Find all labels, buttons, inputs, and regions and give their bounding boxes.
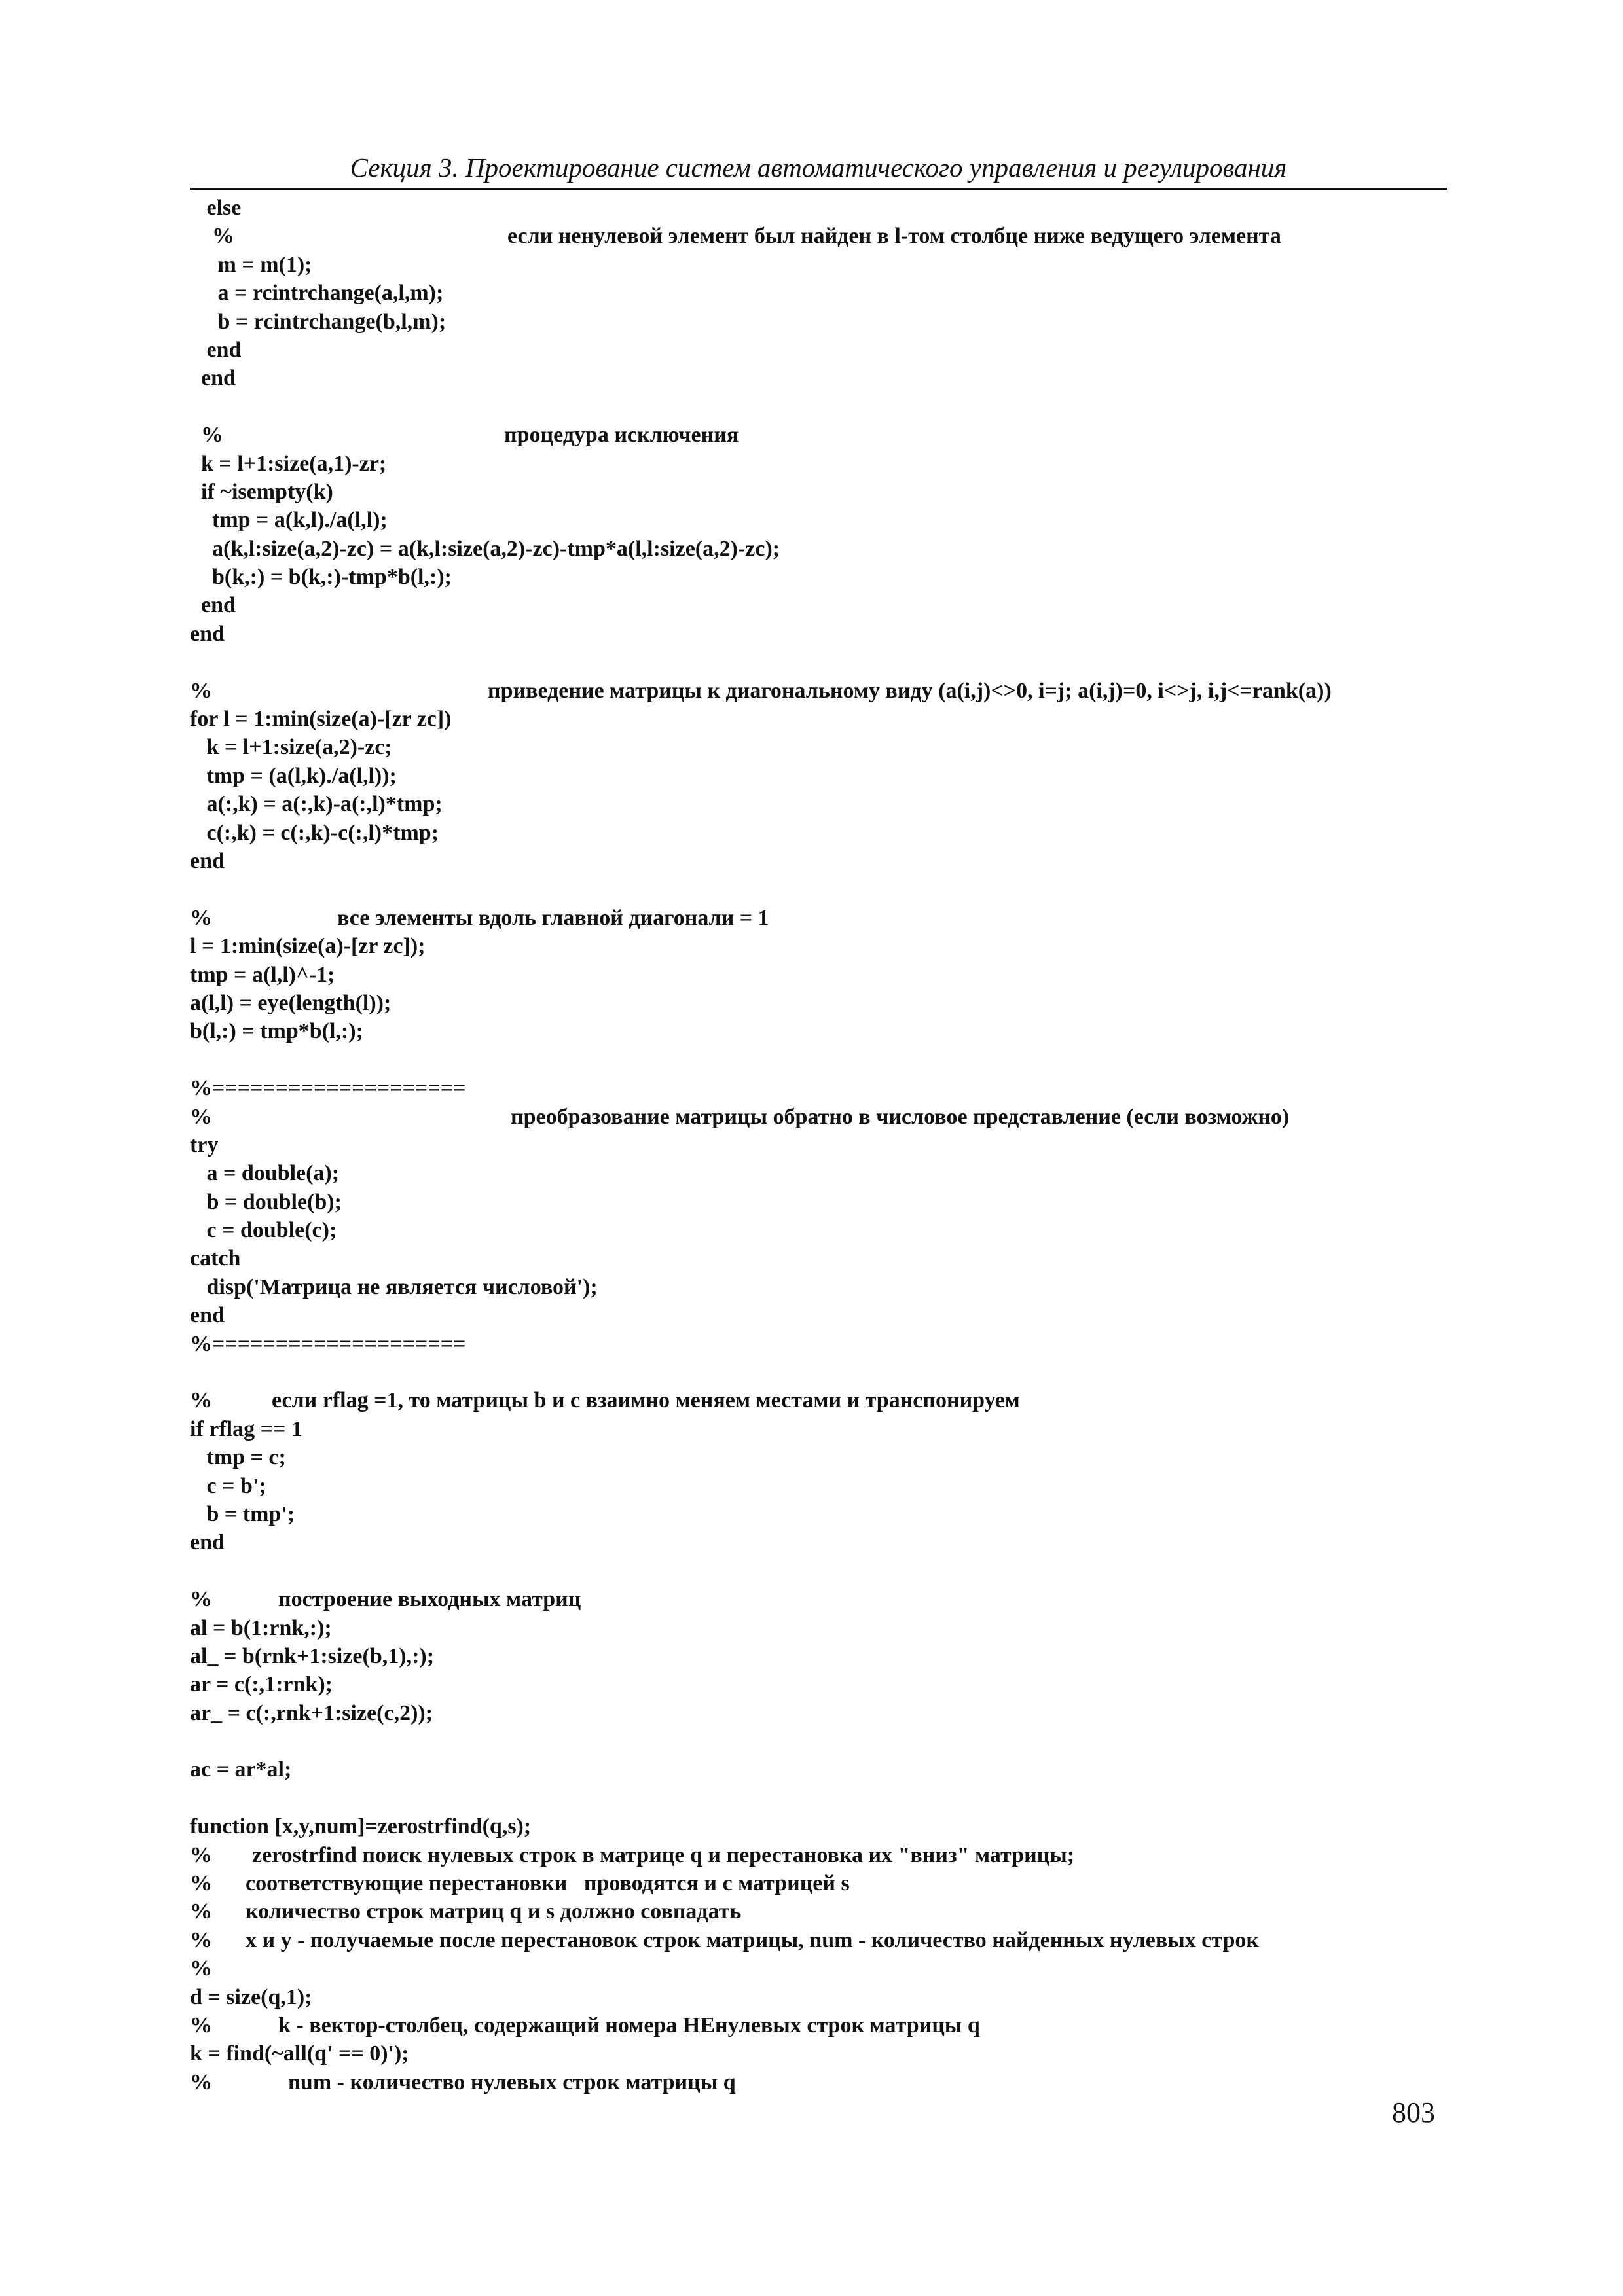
code-line: d = size(q,1); <box>190 1984 312 2009</box>
page-number: 803 <box>1392 2096 1435 2128</box>
code-listing <box>190 194 1434 2096</box>
code-line <box>190 1358 1434 1386</box>
code-line <box>190 1869 1434 1897</box>
code-comment: преобразование матрицы обратно в числовое представление (если возможно) <box>511 1104 1290 1129</box>
code-comment: если ненулевой элемент был найден в l-том столбце ниже ведущего элемента <box>507 224 1281 249</box>
code-line: k = l+1:size(a,1)-zr; <box>190 451 387 476</box>
code-line: a = rcintrchange(a,l,m); <box>190 281 444 306</box>
code-line: b = rcintrchange(b,l,m); <box>190 309 447 334</box>
code-line: tmp = c; <box>190 1445 286 1470</box>
code-line <box>190 904 1434 932</box>
code-line <box>190 421 1434 449</box>
code-line: a(k,l:size(a,2)-zc) = a(k,l:size(a,2)-zc)-tmp*a(l,l:size(a,2)-zc); <box>190 536 780 561</box>
code-line: ar_ = c(:,rnk+1:size(c,2)); <box>190 1700 433 1725</box>
code-text: % <box>190 2070 212 2094</box>
code-comment: соответствующие перестановки проводятся и с матрицей s <box>246 1871 850 1896</box>
code-text: % <box>190 905 212 930</box>
code-comment: приведение матрицы к диагональному виду (a(i,j)<>0, i=j; a(i,j)=0, i<>j, i,j<=rank(a)) <box>488 678 1332 703</box>
code-comment: процедура исключения <box>504 423 739 448</box>
code-line: k = l+1:size(a,2)-zc; <box>190 735 392 760</box>
code-line: b = double(b); <box>190 1189 342 1214</box>
code-line: c = b'; <box>190 1473 266 1498</box>
code-line: if ~isempty(k) <box>190 479 333 504</box>
code-line: a(:,k) = a(:,k)-a(:,l)*tmp; <box>190 792 443 817</box>
code-line: else <box>190 196 242 220</box>
code-comment: построение выходных матриц <box>278 1587 581 1612</box>
code-line <box>190 1926 1434 1954</box>
code-line: end <box>190 621 225 646</box>
code-line <box>190 2011 1434 2039</box>
code-comment: zerostrfind поиск нулевых строк в матрице q и перестановка их "вниз" матрицы; <box>252 1842 1075 1867</box>
code-text: % <box>190 2013 212 2037</box>
code-line <box>190 1784 1434 1812</box>
code-line: tmp = a(l,l)^-1; <box>190 962 335 987</box>
code-line: end <box>190 1303 225 1328</box>
code-text: % <box>190 1899 212 1924</box>
code-text: % <box>190 1871 212 1896</box>
code-comment: num - количество нулевых строк матрицы q <box>288 2070 736 2094</box>
code-line <box>190 1727 1434 1755</box>
code-text: % <box>190 423 223 448</box>
code-line: try <box>190 1132 219 1157</box>
code-line: b(l,:) = tmp*b(l,:); <box>190 1019 363 1044</box>
code-text: % <box>190 1388 212 1413</box>
code-line <box>190 393 1434 421</box>
code-line <box>190 875 1434 903</box>
code-line: m = m(1); <box>190 252 312 277</box>
code-line: end <box>190 848 225 873</box>
code-comment: если rflag =1, то матрицы b и c взаимно меняем местами и транспонируем <box>272 1388 1020 1413</box>
code-line: b(k,:) = b(k,:)-tmp*b(l,:); <box>190 565 452 590</box>
code-line: tmp = a(k,l)./a(l,l); <box>190 508 388 533</box>
code-line: % <box>190 1956 212 1981</box>
code-text: % <box>190 1928 212 1952</box>
code-line: b = tmp'; <box>190 1501 295 1526</box>
code-line: %==================== <box>190 1331 466 1356</box>
running-header: Секция 3. Проектирование систем автоматического управления и регулирования <box>350 152 1287 183</box>
code-line <box>190 1386 1434 1414</box>
code-line: end <box>190 337 242 362</box>
header-rule <box>190 188 1447 190</box>
code-line <box>190 1046 1434 1074</box>
code-line: function [x,y,num]=zerostrfind(q,s); <box>190 1814 532 1839</box>
code-line: l = 1:min(size(a)-[zr zc]); <box>190 934 426 959</box>
code-line: disp('Матрица не является числовой'); <box>190 1274 598 1299</box>
code-text: % <box>190 678 212 703</box>
code-text: % <box>190 224 234 249</box>
code-comment: все элементы вдоль главной диагонали = 1 <box>337 905 769 930</box>
code-line <box>190 1103 1434 1131</box>
code-line: c(:,k) = c(:,k)-c(:,l)*tmp; <box>190 820 439 845</box>
code-text: % <box>190 1587 212 1612</box>
code-line <box>190 677 1434 705</box>
code-line <box>190 222 1434 250</box>
code-line: catch <box>190 1246 241 1271</box>
code-line: al_ = b(rnk+1:size(b,1),:); <box>190 1643 435 1668</box>
code-comment: k - вектор-столбец, содержащий номера НЕнулевых строк матрицы q <box>278 2013 980 2037</box>
code-line <box>190 1585 1434 1613</box>
code-line: for l = 1:min(size(a)-[zr zc]) <box>190 707 452 732</box>
code-line: k = find(~all(q' == 0)'); <box>190 2041 409 2066</box>
code-line <box>190 1841 1434 1869</box>
code-line: al = b(1:rnk,:); <box>190 1615 332 1640</box>
code-line: a = double(a); <box>190 1161 340 1186</box>
code-line: end <box>190 593 236 618</box>
code-line: ac = ar*al; <box>190 1757 292 1782</box>
code-line <box>190 2068 1434 2096</box>
code-comment: количество строк матриц q и s должно совпадать <box>246 1899 742 1924</box>
code-line: ar = c(:,1:rnk); <box>190 1672 333 1697</box>
code-text: % <box>190 1842 212 1867</box>
code-line: c = double(c); <box>190 1218 337 1243</box>
code-line: end <box>190 366 236 391</box>
code-line <box>190 648 1434 676</box>
code-line <box>190 1557 1434 1585</box>
code-line: %==================== <box>190 1076 466 1101</box>
code-line: if rflag == 1 <box>190 1416 302 1441</box>
code-text: % <box>190 1104 212 1129</box>
code-comment: x и y - получаемые после перестановок строк матрицы, num - количество найденных нулевых строк <box>246 1928 1259 1952</box>
code-line: end <box>190 1530 225 1555</box>
code-line: tmp = (a(l,k)./a(l,l)); <box>190 763 397 788</box>
code-line <box>190 1897 1434 1926</box>
code-line: a(l,l) = eye(length(l)); <box>190 990 392 1015</box>
